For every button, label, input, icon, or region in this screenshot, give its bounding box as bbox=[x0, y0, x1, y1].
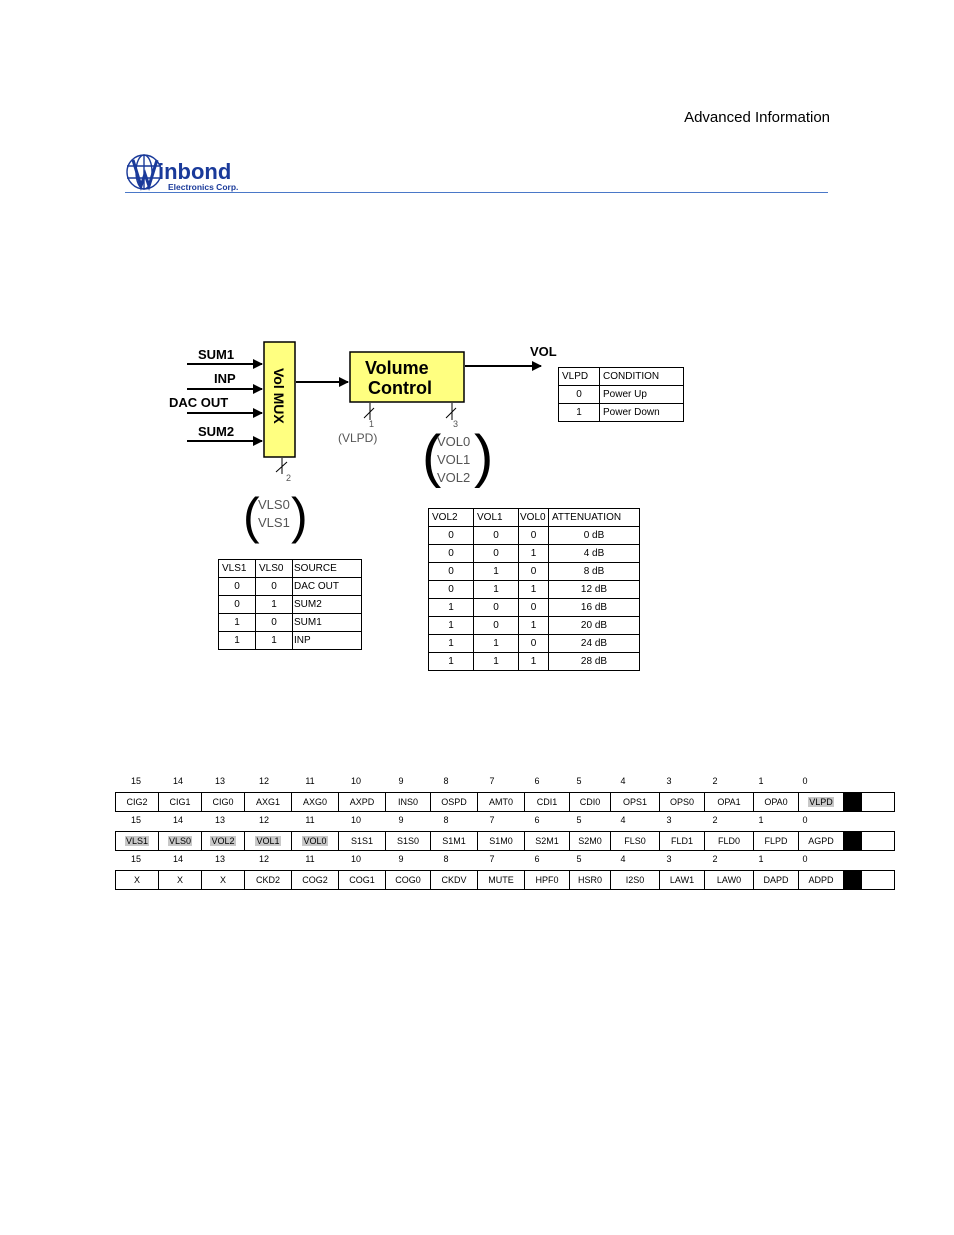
table-row bbox=[429, 599, 640, 617]
bit-number: 13 bbox=[214, 815, 225, 825]
register-bit-label: HSR0 bbox=[577, 875, 602, 885]
input-sum1: SUM1 bbox=[198, 347, 235, 362]
register-bit-label: OPA0 bbox=[764, 797, 788, 807]
register-bit-label: X bbox=[219, 875, 226, 885]
table-cell: 1 bbox=[256, 596, 293, 614]
bit-number: 12 bbox=[258, 854, 269, 864]
table-row bbox=[429, 635, 640, 653]
register-bit-cell bbox=[570, 793, 611, 812]
register-bit-cell bbox=[754, 871, 799, 890]
table-cell: DAC OUT bbox=[293, 578, 362, 596]
table-cell: 1 bbox=[474, 563, 519, 581]
register-bit-label: I2S0 bbox=[625, 875, 645, 885]
register-bit-cell bbox=[431, 871, 478, 890]
volume-control-label-1: Volume bbox=[365, 358, 429, 378]
register-bit-cell bbox=[611, 793, 660, 812]
table-cell: 1 bbox=[429, 599, 474, 617]
register-bit-label: OPA1 bbox=[717, 797, 741, 807]
register-bit-label: ADPD bbox=[808, 875, 834, 885]
register-bit-cell bbox=[799, 832, 844, 851]
table-header: VLPD bbox=[559, 368, 600, 386]
register-map-row bbox=[115, 870, 895, 890]
table-row bbox=[429, 527, 640, 545]
bit-number: 7 bbox=[489, 776, 495, 786]
input-sum2: SUM2 bbox=[198, 424, 235, 439]
register-bit-label: CIG1 bbox=[169, 797, 191, 807]
register-bit-label: X bbox=[176, 875, 183, 885]
table-row bbox=[429, 581, 640, 599]
table-cell: 4 dB bbox=[549, 545, 640, 563]
register-bit-cell bbox=[116, 871, 159, 890]
register-bit-cell bbox=[525, 832, 570, 851]
bit-number: 1 bbox=[758, 854, 764, 864]
bit-number: 5 bbox=[576, 815, 582, 825]
table-cell: 1 bbox=[429, 617, 474, 635]
register-bit-cell bbox=[339, 832, 386, 851]
table-row bbox=[116, 871, 895, 890]
table-header: VLS0 bbox=[256, 560, 293, 578]
bit-number: 14 bbox=[172, 815, 183, 825]
bus1-width: 1 bbox=[369, 419, 375, 429]
bit-number: 15 bbox=[130, 854, 141, 864]
register-bit-label: AGPD bbox=[808, 836, 834, 846]
register-bit-label: MUTE bbox=[488, 875, 514, 885]
bus1-signal: (VLPD) bbox=[338, 431, 378, 445]
register-bit-label: AXPD bbox=[349, 797, 375, 807]
table-cell: 0 bbox=[219, 578, 256, 596]
register-bit-cell bbox=[611, 832, 660, 851]
bit-number: 14 bbox=[172, 776, 183, 786]
table-row bbox=[559, 404, 684, 422]
bit-number: 14 bbox=[172, 854, 183, 864]
table-row bbox=[116, 793, 895, 812]
bit-number: 6 bbox=[534, 776, 540, 786]
vol-mux-label: Vol MUX bbox=[271, 368, 287, 424]
register-bit-cell bbox=[525, 793, 570, 812]
table-row bbox=[219, 596, 362, 614]
register-bit-cell bbox=[292, 832, 339, 851]
register-bit-cell bbox=[478, 871, 525, 890]
register-bit-label: FLPD bbox=[764, 836, 788, 846]
volume-control-label-2: Control bbox=[368, 378, 432, 398]
table-cell: 1 bbox=[429, 635, 474, 653]
bit-number: 5 bbox=[576, 776, 582, 786]
register-bit-label: CIG2 bbox=[126, 797, 148, 807]
bit-number: 0 bbox=[802, 776, 808, 786]
table-header: VOL2 bbox=[429, 509, 474, 527]
register-bit-cell bbox=[202, 871, 245, 890]
register-bit-label: COG2 bbox=[302, 875, 328, 885]
bit-number: 10 bbox=[350, 854, 361, 864]
register-bit-cell bbox=[754, 832, 799, 851]
register-bit-label: INS0 bbox=[397, 797, 418, 807]
register-bit-label: S1S1 bbox=[350, 836, 374, 846]
register-bit-cell bbox=[159, 832, 202, 851]
bit-number: 7 bbox=[489, 854, 495, 864]
bus2-signal-vls1: VLS1 bbox=[258, 515, 290, 530]
table-cell: 0 bbox=[519, 635, 549, 653]
table-header: VLS1 bbox=[219, 560, 256, 578]
table-cell: 0 bbox=[559, 386, 600, 404]
table-cell: Power Down bbox=[600, 404, 684, 422]
register-bit-cell bbox=[292, 871, 339, 890]
register-bit-label: OPS0 bbox=[669, 797, 694, 807]
vol-attenuation-table bbox=[428, 508, 640, 671]
register-bit-label: CDI0 bbox=[579, 797, 601, 807]
table-cell: 0 dB bbox=[549, 527, 640, 545]
bit-number: 8 bbox=[443, 815, 449, 825]
table-cell: 0 bbox=[519, 599, 549, 617]
bit-number: 12 bbox=[258, 815, 269, 825]
register-bit-cell bbox=[431, 832, 478, 851]
register-bit-label: AMT0 bbox=[488, 797, 513, 807]
table-cell: 0 bbox=[429, 545, 474, 563]
register-bit-cell bbox=[799, 871, 844, 890]
vls-source-table bbox=[218, 559, 362, 650]
table-row bbox=[429, 617, 640, 635]
table-cell: 0 bbox=[429, 527, 474, 545]
register-bit-cell bbox=[754, 793, 799, 812]
register-bit-label: CKDV bbox=[441, 875, 467, 885]
table-row bbox=[219, 578, 362, 596]
table-cell: Power Up bbox=[600, 386, 684, 404]
table-cell: 1 bbox=[519, 545, 549, 563]
bit-number: 10 bbox=[350, 776, 361, 786]
register-bit-cell bbox=[116, 793, 159, 812]
bit-number: 2 bbox=[712, 854, 718, 864]
register-bit-label: S2M0 bbox=[578, 836, 602, 846]
bit-number: 10 bbox=[350, 815, 361, 825]
table-row bbox=[429, 563, 640, 581]
register-bit-label: FLD0 bbox=[717, 836, 740, 846]
register-bit-cell bbox=[339, 793, 386, 812]
table-row bbox=[429, 545, 640, 563]
table-cell: 1 bbox=[519, 617, 549, 635]
register-bit-cell bbox=[202, 832, 245, 851]
bit-number: 4 bbox=[620, 854, 626, 864]
bit-number: 8 bbox=[443, 776, 449, 786]
register-bit-label: VOL2 bbox=[211, 836, 235, 846]
bit-number: 4 bbox=[620, 776, 626, 786]
bit-number: 6 bbox=[534, 815, 540, 825]
bit-number: 9 bbox=[398, 854, 404, 864]
table-cell: 12 dB bbox=[549, 581, 640, 599]
table-cell: SUM2 bbox=[293, 596, 362, 614]
bit-number: 3 bbox=[666, 854, 672, 864]
register-bit-cell bbox=[245, 832, 292, 851]
bit-number: 0 bbox=[802, 854, 808, 864]
table-row bbox=[116, 832, 895, 851]
table-cell: 0 bbox=[429, 563, 474, 581]
table-cell: 0 bbox=[474, 527, 519, 545]
table-cell: 1 bbox=[519, 581, 549, 599]
vlpd-table bbox=[558, 367, 684, 422]
table-cell: 20 dB bbox=[549, 617, 640, 635]
table-cell: 0 bbox=[474, 617, 519, 635]
register-bit-cell bbox=[245, 793, 292, 812]
register-bit-cell bbox=[705, 832, 754, 851]
register-bit-cell bbox=[660, 832, 705, 851]
table-cell: 0 bbox=[219, 596, 256, 614]
bus3-signal-vol2: VOL2 bbox=[437, 470, 471, 485]
register-bit-cell bbox=[799, 793, 844, 812]
table-cell: SUM1 bbox=[293, 614, 362, 632]
register-bit-cell bbox=[431, 793, 478, 812]
table-cell: 0 bbox=[256, 578, 293, 596]
input-dac-out: DAC OUT bbox=[169, 395, 229, 410]
table-cell: 1 bbox=[219, 632, 256, 650]
table-cell: 16 dB bbox=[549, 599, 640, 617]
bit-number: 5 bbox=[576, 854, 582, 864]
register-bit-cell bbox=[202, 793, 245, 812]
table-header: VOL1 bbox=[474, 509, 519, 527]
table-header-row bbox=[559, 368, 684, 386]
register-bit-label: S1S0 bbox=[396, 836, 420, 846]
register-bit-label: S1M1 bbox=[442, 836, 466, 846]
table-cell: 0 bbox=[474, 545, 519, 563]
register-bit-label: VOL0 bbox=[303, 836, 327, 846]
register-bit-cell bbox=[159, 793, 202, 812]
register-bit-label: FLS0 bbox=[624, 836, 646, 846]
table-cell: 1 bbox=[474, 581, 519, 599]
register-bit-cell bbox=[611, 871, 660, 890]
table-cell: 1 bbox=[559, 404, 600, 422]
table-cell: 28 dB bbox=[549, 653, 640, 671]
table-row bbox=[219, 632, 362, 650]
bus2-signal-vls0: VLS0 bbox=[258, 497, 290, 512]
register-bit-cell bbox=[525, 871, 570, 890]
register-bit-label: OSPD bbox=[441, 797, 467, 807]
register-empty-cell bbox=[862, 871, 895, 890]
table-header: ATTENUATION bbox=[549, 509, 640, 527]
register-bit-label: COG0 bbox=[395, 875, 421, 885]
table-cell: 8 dB bbox=[549, 563, 640, 581]
register-bit-cell bbox=[386, 793, 431, 812]
bus3-paren-open: ( bbox=[422, 424, 442, 489]
bit-number: 15 bbox=[130, 815, 141, 825]
table-cell: 24 dB bbox=[549, 635, 640, 653]
bus3-paren-close: ) bbox=[474, 424, 494, 489]
register-bit-label: VLPD bbox=[809, 797, 833, 807]
bit-number: 2 bbox=[712, 815, 718, 825]
table-cell: 1 bbox=[519, 653, 549, 671]
bit-number: 3 bbox=[666, 815, 672, 825]
header-info: Advanced Information bbox=[684, 109, 830, 126]
bus2-paren-open: ( bbox=[243, 488, 260, 544]
register-bit-label: LAW0 bbox=[716, 875, 742, 885]
table-cell: 1 bbox=[429, 653, 474, 671]
bit-number: 15 bbox=[130, 776, 141, 786]
register-bit-label: AXG1 bbox=[255, 797, 280, 807]
register-bit-cell bbox=[339, 871, 386, 890]
register-bit-cell bbox=[478, 832, 525, 851]
table-header: VOL0 bbox=[519, 509, 549, 527]
register-bit-cell bbox=[570, 871, 611, 890]
table-header: SOURCE bbox=[293, 560, 362, 578]
register-bit-cell bbox=[660, 871, 705, 890]
table-row bbox=[559, 386, 684, 404]
bus2-paren-close: ) bbox=[291, 488, 308, 544]
bus3-signal-vol0: VOL0 bbox=[437, 434, 471, 449]
bit-number: 11 bbox=[305, 776, 315, 786]
bit-number: 9 bbox=[398, 815, 404, 825]
register-bit-label: CKD2 bbox=[255, 875, 280, 885]
table-row bbox=[219, 614, 362, 632]
bit-number: 8 bbox=[443, 854, 449, 864]
table-header-row bbox=[219, 560, 362, 578]
bit-number: 6 bbox=[534, 854, 540, 864]
register-bit-cell bbox=[159, 871, 202, 890]
bus3-width: 3 bbox=[453, 419, 459, 429]
register-bit-label: VLS1 bbox=[125, 836, 149, 846]
register-marker bbox=[844, 871, 862, 890]
bit-number: 3 bbox=[666, 776, 672, 786]
table-cell: 0 bbox=[256, 614, 293, 632]
register-bit-cell bbox=[386, 832, 431, 851]
register-bit-cell bbox=[245, 871, 292, 890]
input-inp: INP bbox=[214, 371, 236, 386]
register-bit-label: AXG0 bbox=[302, 797, 327, 807]
table-cell: 0 bbox=[474, 599, 519, 617]
table-header: CONDITION bbox=[600, 368, 684, 386]
register-empty-cell bbox=[862, 832, 895, 851]
logo-brand: inbond bbox=[158, 159, 232, 184]
register-bit-label: COG1 bbox=[349, 875, 375, 885]
bit-number: 1 bbox=[758, 815, 764, 825]
table-cell: 1 bbox=[474, 653, 519, 671]
register-bit-label: DAPD bbox=[763, 875, 789, 885]
bit-number: 2 bbox=[712, 776, 718, 786]
register-bit-label: X bbox=[133, 875, 140, 885]
register-empty-cell bbox=[862, 793, 895, 812]
table-cell: 1 bbox=[219, 614, 256, 632]
bit-number: 4 bbox=[620, 815, 626, 825]
table-row bbox=[429, 653, 640, 671]
bit-number: 0 bbox=[802, 815, 808, 825]
bit-number: 7 bbox=[489, 815, 495, 825]
bus2-width: 2 bbox=[286, 473, 292, 483]
register-bit-label: CIG0 bbox=[212, 797, 234, 807]
register-bit-cell bbox=[116, 832, 159, 851]
output-vol-label: VOL bbox=[530, 344, 557, 359]
bit-number: 1 bbox=[758, 776, 764, 786]
table-cell: 0 bbox=[519, 527, 549, 545]
table-cell: 0 bbox=[429, 581, 474, 599]
register-marker bbox=[844, 832, 862, 851]
register-bit-label: OPS1 bbox=[622, 797, 647, 807]
register-bit-cell bbox=[660, 793, 705, 812]
register-bit-cell bbox=[478, 793, 525, 812]
register-bit-label: CDI1 bbox=[536, 797, 558, 807]
bit-number: 13 bbox=[214, 854, 225, 864]
register-bit-label: VLS0 bbox=[168, 836, 192, 846]
register-bit-cell bbox=[292, 793, 339, 812]
table-cell: 1 bbox=[474, 635, 519, 653]
logo-subtitle: Electronics Corp. bbox=[168, 182, 239, 192]
register-bit-label: LAW1 bbox=[669, 875, 695, 885]
register-bit-cell bbox=[705, 871, 754, 890]
table-cell: INP bbox=[293, 632, 362, 650]
register-map-row bbox=[115, 792, 895, 812]
register-bit-label: S2M1 bbox=[535, 836, 559, 846]
volume-control-diagram bbox=[0, 0, 954, 560]
bit-number: 9 bbox=[398, 776, 404, 786]
bit-number: 11 bbox=[305, 854, 315, 864]
register-bit-label: FLD1 bbox=[670, 836, 693, 846]
register-map-row bbox=[115, 831, 895, 851]
register-bit-label: VOL1 bbox=[256, 836, 280, 846]
table-cell: 1 bbox=[256, 632, 293, 650]
bit-number: 11 bbox=[305, 815, 315, 825]
register-bit-label: HPF0 bbox=[535, 875, 559, 885]
register-bit-cell bbox=[386, 871, 431, 890]
register-marker bbox=[844, 793, 862, 812]
bit-number: 12 bbox=[258, 776, 269, 786]
table-header-row bbox=[429, 509, 640, 527]
bus3-signal-vol1: VOL1 bbox=[437, 452, 471, 467]
bit-number: 13 bbox=[214, 776, 225, 786]
register-bit-label: S1M0 bbox=[489, 836, 513, 846]
register-bit-cell bbox=[705, 793, 754, 812]
table-cell: 0 bbox=[519, 563, 549, 581]
register-bit-cell bbox=[570, 832, 611, 851]
